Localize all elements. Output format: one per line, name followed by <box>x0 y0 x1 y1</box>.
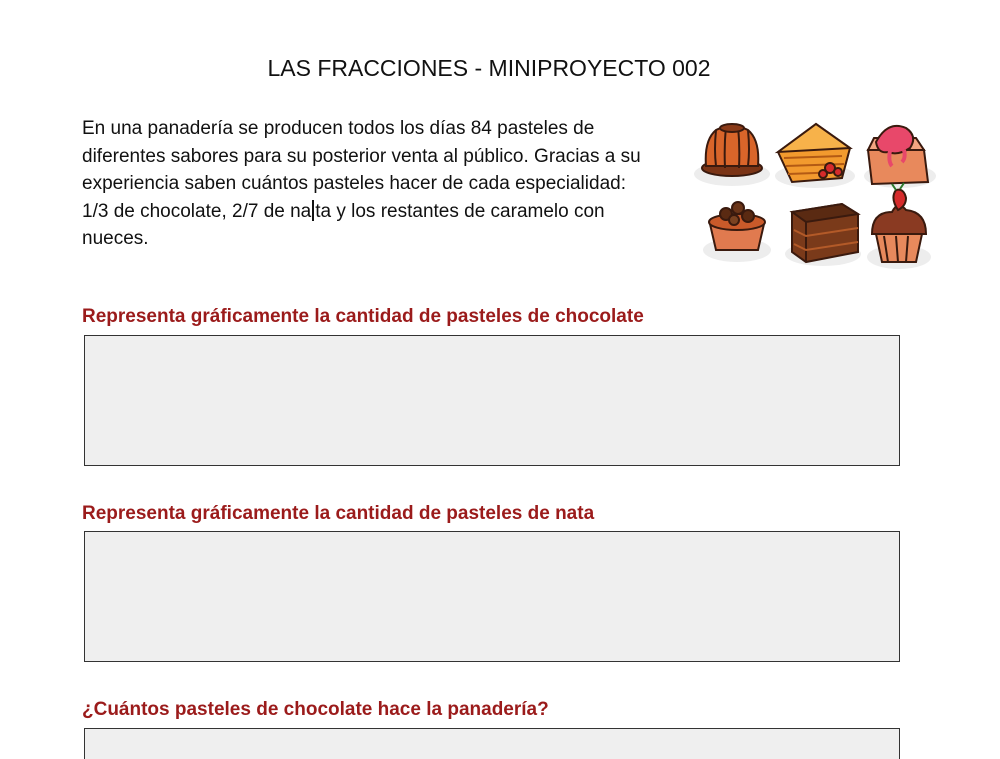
cakes-illustration-icon[interactable] <box>692 112 942 277</box>
page-title: LAS FRACCIONES - MINIPROYECTO 002 <box>267 55 711 81</box>
chocolate-tart <box>709 202 765 250</box>
question-nata-graphic: Representa gráficamente la cantidad de pasteles de nata <box>82 503 595 524</box>
intro-line-4 <box>82 198 682 226</box>
chocolate-layer-cake <box>792 204 858 262</box>
intro-line-4-before-caret: 1/3 de chocolate, 2/7 de na <box>82 200 312 222</box>
intro-line-2: diferentes sabores para su posterior venta al público. Gracias a su <box>82 145 641 167</box>
strawberry-cake <box>868 126 928 184</box>
intro-line-4-after-caret: ta y los restantes de caramelo con <box>315 200 605 222</box>
intro-paragraph[interactable] <box>82 115 682 253</box>
intro-line-3: experiencia saben cuántos pasteles hacer de cada especialidad: <box>82 173 626 194</box>
answer-box-chocolate-graphic[interactable] <box>84 335 900 466</box>
question-chocolate-count: ¿Cuántos pasteles de chocolate hace la panadería? <box>82 699 549 720</box>
text-cursor <box>312 200 314 221</box>
intro-line-1: En una panadería se producen todos los días 84 pasteles de <box>82 118 595 139</box>
question-chocolate-graphic: Representa gráficamente la cantidad de pasteles de chocolate <box>82 306 644 327</box>
caramel-slice <box>778 124 850 182</box>
answer-box-nata-graphic[interactable] <box>84 531 900 662</box>
answer-box-chocolate-count[interactable] <box>84 728 900 759</box>
bundt-cake <box>702 124 762 176</box>
cupcake <box>872 183 926 262</box>
intro-line-5: nueces. <box>82 228 149 249</box>
